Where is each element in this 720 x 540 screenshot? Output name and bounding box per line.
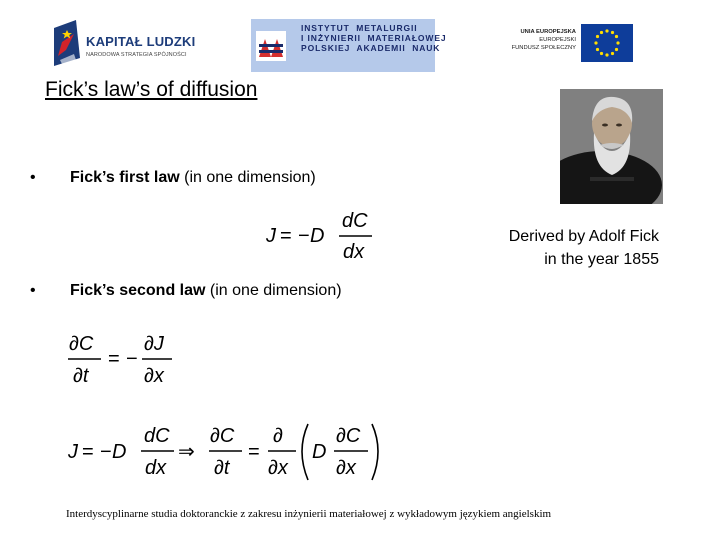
kapital-ludzki-subtitle: NARODOWA STRATEGIA SPÓJNOŚCI: [86, 52, 187, 58]
portrait-caption: [509, 225, 659, 271]
svg-text:∂C: ∂C: [69, 333, 94, 355]
first-law-label: Fick’s first law: [70, 169, 180, 186]
svg-text:−: −: [100, 441, 112, 463]
svg-text:=: =: [82, 441, 94, 463]
adolf-fick-portrait: [560, 89, 663, 204]
svg-text:dC: dC: [342, 210, 368, 232]
second-law-label: Fick’s second law: [70, 282, 206, 299]
eu-logo: [500, 24, 636, 64]
svg-text:∂: ∂: [273, 425, 283, 447]
svg-text:D: D: [312, 441, 327, 463]
svg-text:=: =: [248, 441, 260, 463]
svg-text:∂t: ∂t: [214, 457, 230, 479]
svg-text:∂J: ∂J: [144, 333, 164, 355]
institute-line-3: POLSKIEJ AKADEMII NAUK: [301, 43, 441, 53]
svg-text:D: D: [310, 225, 325, 247]
eu-flag-icon: [581, 24, 633, 62]
svg-text:dx: dx: [343, 241, 365, 263]
svg-text:=: =: [280, 225, 292, 247]
svg-text:∂C: ∂C: [336, 425, 361, 447]
slide-title: Fick’s law’s of diffusion: [45, 78, 258, 101]
svg-text:⇒: ⇒: [178, 441, 195, 463]
institute-emblem-icon: [256, 31, 286, 61]
eu-line-1: UNIA EUROPEJSKA: [520, 29, 576, 35]
institute-logo: [251, 19, 447, 72]
svg-text:J: J: [68, 441, 78, 463]
eu-line-2: EUROPEJSKI: [539, 37, 576, 43]
bullet-symbol: •: [30, 282, 36, 299]
svg-text:∂x: ∂x: [144, 365, 164, 387]
svg-text:∂x: ∂x: [268, 457, 288, 479]
combined-equation: [64, 418, 384, 488]
caption-line-2: in the year 1855: [544, 251, 659, 268]
svg-text:J: J: [266, 225, 276, 247]
institute-line-1: INSTYTUT METALURGII: [301, 23, 418, 33]
svg-text:=: =: [108, 348, 120, 370]
second-law-qualifier: (in one dimension): [205, 282, 342, 299]
caption-line-1: Derived by Adolf Fick: [508, 228, 659, 245]
bullet-symbol: •: [30, 169, 36, 186]
svg-text:−: −: [298, 225, 310, 247]
svg-text:∂x: ∂x: [336, 457, 356, 479]
kapital-ludzki-logo: [50, 20, 200, 66]
svg-text:−: −: [126, 348, 138, 370]
svg-text:∂t: ∂t: [73, 365, 89, 387]
first-law-equation: [262, 202, 382, 266]
eu-line-3: FUNDUSZ SPOŁECZNY: [511, 45, 576, 51]
svg-text:dx: dx: [145, 457, 167, 479]
institute-line-2: I INŻYNIERII MATERIAŁOWEJ: [301, 33, 447, 43]
svg-text:∂C: ∂C: [210, 425, 235, 447]
svg-text:dC: dC: [144, 425, 170, 447]
kapital-ludzki-title: KAPITAŁ LUDZKI: [86, 34, 196, 49]
first-law-qualifier: (in one dimension): [179, 169, 316, 186]
kapital-ludzki-flag-icon: [52, 20, 82, 66]
footer-note: Interdyscyplinarne studia doktoranckie z zakresu inżynierii materiałowej z wykładowym językiem angielskim: [66, 508, 552, 520]
second-law-equation: [66, 326, 178, 390]
svg-text:D: D: [112, 441, 127, 463]
